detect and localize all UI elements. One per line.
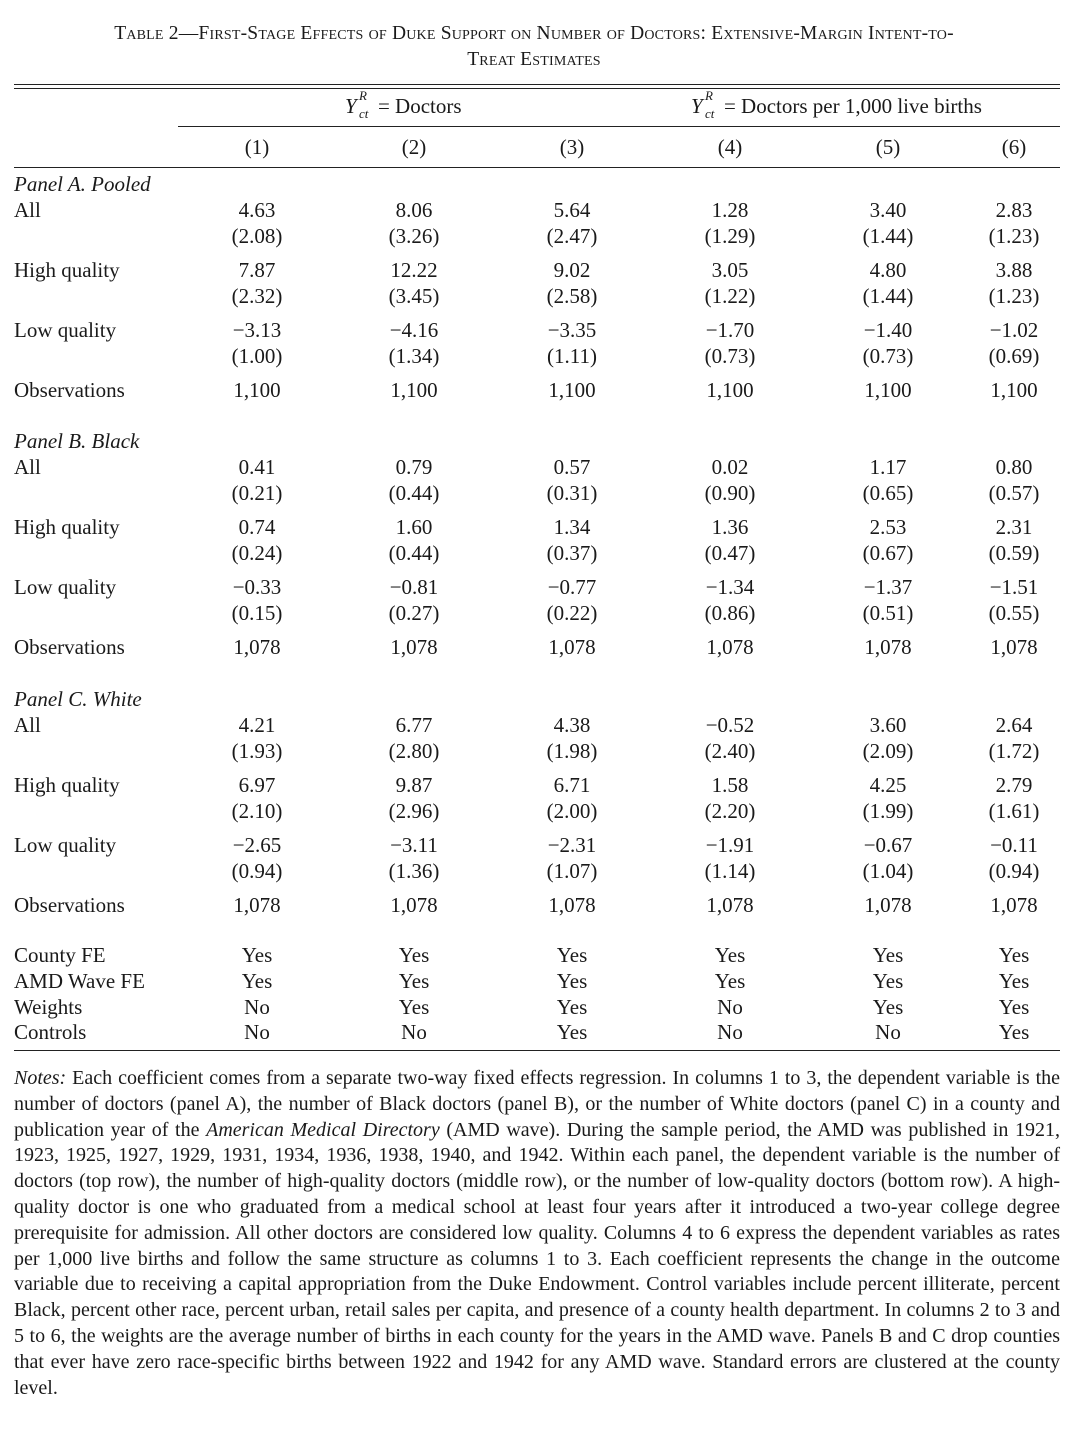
observations-cell: 1,078 [233,635,281,659]
std-error-cell: (2.58) [546,284,598,308]
std-error-cell: (0.59) [988,541,1040,565]
outcome-variable-symbol: Y R ct [345,88,369,121]
std-error-cell: (2.09) [862,739,914,763]
observations-cell: 1,078 [990,893,1038,917]
spec-cell: Yes [872,995,904,1019]
spec-cell: Yes [998,995,1030,1019]
std-error-cell: (0.31) [546,481,598,505]
coefficient-cell: −0.81 [389,575,439,599]
std-error-cell: (2.08) [231,224,283,248]
std-error-cell: (3.45) [388,284,440,308]
coefficient-cell: 2.83 [995,198,1033,222]
spec-cell: Yes [556,969,588,993]
std-error-cell: (2.00) [546,799,598,823]
coefficient-cell: 2.64 [995,713,1033,737]
std-error-cell: (2.96) [388,799,440,823]
observations-cell: 1,078 [990,635,1038,659]
std-error-cell: (0.69) [988,344,1040,368]
coefficient-cell: −0.11 [990,833,1038,857]
column-number: (3) [559,135,585,159]
coefficient-cell: 0.41 [238,455,276,479]
coefficient-cell: −1.02 [989,318,1039,342]
notes-text-part1: Each coefficient comes from a separate two-way fixed effects regression. In columns 1 to 3, the dependent variable is the number of doctors (panel A), the number of Black doctors (panel B), or the number of White doctors (panel C) in a county and publication year of the [14,1067,1060,1141]
std-error-cell: (0.24) [231,541,283,565]
coefficient-cell: −4.16 [389,318,439,342]
std-error-cell: (1.07) [546,859,598,883]
std-error-cell: (0.21) [231,481,283,505]
std-error-cell: (0.67) [862,541,914,565]
spec-cell: Yes [872,969,904,993]
std-error-cell: (1.72) [988,739,1040,763]
coefficient-cell: −3.35 [547,318,597,342]
observations-label: Observations [14,893,125,917]
coefficient-cell: 3.60 [869,713,907,737]
observations-label: Observations [14,378,125,402]
coefficient-cell: −0.33 [232,575,282,599]
row-label: Low quality [14,318,117,342]
column-number: (1) [244,135,270,159]
observations-cell: 1,078 [706,635,754,659]
std-error-cell: (3.26) [388,224,440,248]
row-label: Low quality [14,575,117,599]
panel-title: Panel B. Black [14,429,140,453]
table-notes [14,1066,1060,1401]
std-error-cell: (1.22) [704,284,756,308]
spec-cell: Yes [556,995,588,1019]
row-label: All [14,455,41,479]
coefficient-cell: 8.06 [395,198,433,222]
coefficient-cell: 4.21 [238,713,276,737]
coefficient-cell: −0.52 [705,713,755,737]
observations-cell: 1,100 [548,378,596,402]
spec-cell: No [244,1020,270,1044]
table-title [0,21,1068,73]
coefficient-cell: −1.51 [989,575,1039,599]
std-error-cell: (0.73) [862,344,914,368]
observations-cell: 1,078 [548,635,596,659]
table-title-line1: Table 2—First-Stage Effects of Duke Support on Number of Doctors: Extensive-Margin Intent-to- [114,23,954,44]
coefficient-cell: 4.63 [238,198,276,222]
coefficient-cell: −2.31 [547,833,597,857]
coefficient-cell: −1.70 [705,318,755,342]
observations-label: Observations [14,635,125,659]
coefficient-cell: −3.11 [390,833,438,857]
std-error-cell: (2.47) [546,224,598,248]
coefficient-cell: 3.05 [711,258,749,282]
column-number: (6) [1001,135,1027,159]
std-error-cell: (1.00) [231,344,283,368]
coefficient-cell: −1.40 [863,318,913,342]
panel-title: Panel C. White [14,687,142,711]
observations-cell: 1,100 [390,378,438,402]
spec-cell: No [717,1020,743,1044]
coefficient-cell: 0.79 [395,455,433,479]
std-error-cell: (1.14) [704,859,756,883]
coefficient-cell: 4.80 [869,258,907,282]
row-label: All [14,198,41,222]
coefficient-cell: 1.34 [553,515,591,539]
observations-cell: 1,078 [390,635,438,659]
observations-cell: 1,078 [864,635,912,659]
outcome-variable-symbol: Y R ct [691,88,715,121]
std-error-cell: (0.55) [988,601,1040,625]
coefficient-cell: 1.17 [869,455,907,479]
coefficient-cell: 1.36 [711,515,749,539]
coefficient-cell: −2.65 [232,833,282,857]
observations-cell: 1,100 [233,378,281,402]
spec-cell: Yes [398,943,430,967]
coefficient-cell: 6.71 [553,773,591,797]
std-error-cell: (0.94) [231,859,283,883]
column-number: (2) [401,135,427,159]
coefficient-cell: 2.53 [869,515,907,539]
header-rule [178,126,1060,127]
coefficient-cell: 0.80 [995,455,1033,479]
coefficient-cell: 1.58 [711,773,749,797]
specs-rule [14,1050,1060,1051]
coefficient-cell: 7.87 [238,258,276,282]
observations-cell: 1,078 [548,893,596,917]
std-error-cell: (1.98) [546,739,598,763]
coefficient-cell: 3.40 [869,198,907,222]
spec-cell: Yes [998,943,1030,967]
panel-title: Panel A. Pooled [14,172,151,196]
coefficient-cell: 0.57 [553,455,591,479]
spec-cell: No [875,1020,901,1044]
spec-cell: No [717,995,743,1019]
std-error-cell: (0.44) [388,481,440,505]
std-error-cell: (1.04) [862,859,914,883]
spec-cell: Yes [556,943,588,967]
spec-label: AMD Wave FE [14,969,145,993]
observations-cell: 1,078 [390,893,438,917]
std-error-cell: (0.47) [704,541,756,565]
std-error-cell: (0.57) [988,481,1040,505]
spec-label: County FE [14,943,106,967]
std-error-cell: (0.15) [231,601,283,625]
std-error-cell: (0.90) [704,481,756,505]
coefficient-cell: 4.25 [869,773,907,797]
spec-cell: Yes [998,1020,1030,1044]
top-rule-outer [14,84,1060,85]
std-error-cell: (1.11) [547,344,597,368]
column-number: (5) [875,135,901,159]
coefficient-cell: 4.38 [553,713,591,737]
std-error-cell: (0.73) [704,344,756,368]
coefficient-cell: 2.31 [995,515,1033,539]
std-error-cell: (1.44) [862,284,914,308]
spec-cell: Yes [398,969,430,993]
table-title-line2: Treat Estimates [467,49,601,70]
notes-lead: Notes: [14,1067,67,1089]
spec-cell: No [244,995,270,1019]
notes-journal-title: American Medical Directory [206,1118,440,1141]
spec-label: Controls [14,1020,87,1044]
std-error-cell: (1.34) [388,344,440,368]
coefficient-cell: 2.79 [995,773,1033,797]
row-label: All [14,713,41,737]
notes-text-part2: (AMD wave). During the sample period, the AMD was published in 1921, 1923, 1925, 1927, 1929, 1931, 1934, 1936, 1938, 1940, and 1942. Within each panel, the dependent variable is the number of doctors (top row), the number of high-quality doctors (middle row), or the number of low-quality doctors (bottom row). A high-quality doctor is one who graduated from a medical school at least four years after it introduced a two-year college degree prerequisite for admission. All other doctors are considered low quality. Columns 4 to 6 express the dependent variables as rates per 1,000 live births and follow the same structure as columns 1 to 3. Each coefficient represents the change in the outcome variable due to receiving a capital appropriation from the Duke Endowment. Control variables include percent illiterate, percent Black, percent other race, percent urban, retail sales per capita, and presence of a county health department. In columns 2 to 3 and 5 to 6, the weights are the average number of births in each county for the years in the AMD wave. Panels B and C drop counties that ever have zero race-specific births between 1922 and 1942 for any AMD wave. Standard errors are clustered at the county level. [14,1118,1061,1399]
std-error-cell: (1.23) [988,284,1040,308]
std-error-cell: (2.10) [231,799,283,823]
coefficient-cell: 6.97 [238,773,276,797]
coefficient-cell: −3.13 [232,318,282,342]
spec-cell: Yes [398,995,430,1019]
std-error-cell: (0.65) [862,481,914,505]
spec-label: Weights [14,995,83,1019]
coefficient-cell: 1.28 [711,198,749,222]
header-group-doctors [345,88,462,121]
std-error-cell: (2.80) [388,739,440,763]
std-error-cell: (2.32) [231,284,283,308]
std-error-cell: (1.29) [704,224,756,248]
coefficient-cell: 9.02 [553,258,591,282]
std-error-cell: (0.51) [862,601,914,625]
spec-cell: Yes [714,969,746,993]
std-error-cell: (2.20) [704,799,756,823]
coefficient-cell: 5.64 [553,198,591,222]
std-error-cell: (1.44) [862,224,914,248]
spec-cell: Yes [556,1020,588,1044]
coefficient-cell: 1.60 [395,515,433,539]
spec-cell: No [401,1020,427,1044]
observations-cell: 1,078 [864,893,912,917]
row-label: Low quality [14,833,117,857]
spec-cell: Yes [241,943,273,967]
coefficient-cell: 0.74 [238,515,276,539]
row-label: High quality [14,773,120,797]
std-error-cell: (1.36) [388,859,440,883]
coefficient-cell: 6.77 [395,713,433,737]
coefficient-cell: 0.02 [711,455,749,479]
std-error-cell: (2.40) [704,739,756,763]
coefficient-cell: 12.22 [390,258,438,282]
std-error-cell: (1.93) [231,739,283,763]
std-error-cell: (1.23) [988,224,1040,248]
std-error-cell: (0.22) [546,601,598,625]
std-error-cell: (0.86) [704,601,756,625]
observations-cell: 1,078 [706,893,754,917]
spec-cell: Yes [998,969,1030,993]
observations-cell: 1,078 [233,893,281,917]
column-number: (4) [717,135,743,159]
row-label: High quality [14,515,120,539]
std-error-cell: (0.37) [546,541,598,565]
std-error-cell: (0.27) [388,601,440,625]
coefficient-cell: −1.34 [705,575,755,599]
std-error-cell: (1.99) [862,799,914,823]
observations-cell: 1,100 [706,378,754,402]
coefficient-cell: 9.87 [395,773,433,797]
coefficient-cell: −1.91 [705,833,755,857]
colnum-rule [14,167,1060,168]
std-error-cell: (0.94) [988,859,1040,883]
spec-cell: Yes [714,943,746,967]
top-rule-inner [14,88,1060,89]
header-group-doctors-per-births-label: = Doctors per 1,000 live births [723,94,982,118]
coefficient-cell: −1.37 [863,575,913,599]
observations-cell: 1,100 [990,378,1038,402]
observations-cell: 1,100 [864,378,912,402]
coefficient-cell: −0.77 [547,575,597,599]
spec-cell: Yes [872,943,904,967]
coefficient-cell: −0.67 [863,833,913,857]
std-error-cell: (0.44) [388,541,440,565]
header-group-doctors-per-births [691,88,982,121]
row-label: High quality [14,258,120,282]
header-group-doctors-label: = Doctors [377,94,462,118]
std-error-cell: (1.61) [988,799,1040,823]
coefficient-cell: 3.88 [995,258,1033,282]
spec-cell: Yes [241,969,273,993]
